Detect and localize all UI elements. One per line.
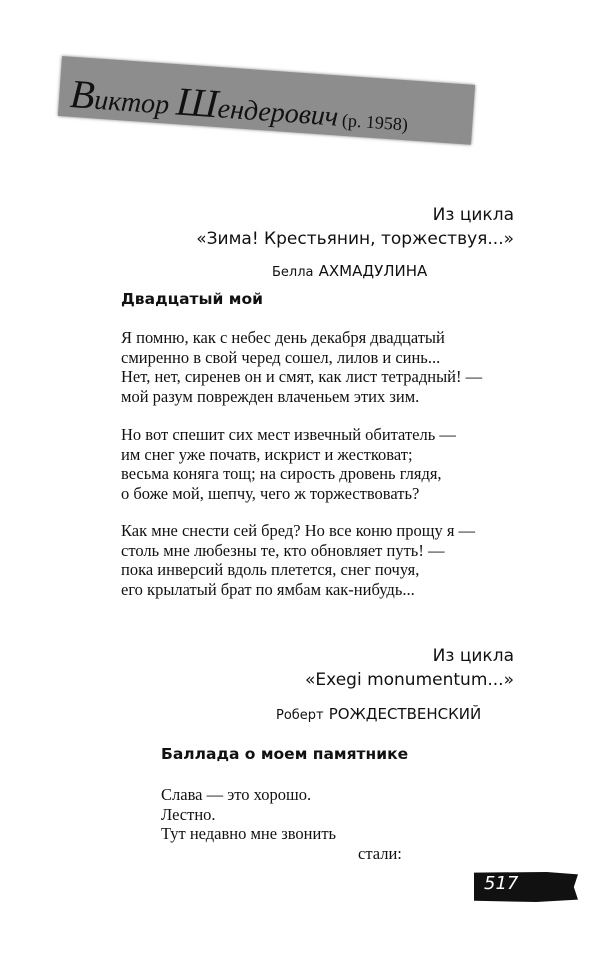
author-1: Белла АХМАДУЛИНА	[272, 262, 428, 280]
cycle-title-2: Из цикла «Exegi monumentum...»	[305, 646, 514, 690]
poem-title-1: Двадцатый мой	[121, 290, 263, 308]
stanza-3: Как мне снести сей бред? Но все коню прощу я — столь мне любезны те, кто обновляет путь! — пока инверсий вдоль плетется, снег почуя, его крылатый брат по ямбам как-нибудь...	[121, 521, 476, 599]
book-author-header: Виктор Шендерович (р. 1958)	[68, 70, 409, 135]
stanza-1: Я помню, как с небес день декабря двадцатый смиренно в свой черед сошел, лилов и синь... Нет, нет, сиренев он и смят, как лист тетрадный! — мой разум поврежден влаченьем этих зим.	[121, 328, 483, 406]
author-2: Роберт РОЖДЕСТВЕНСКИЙ	[276, 705, 482, 723]
stanza-4: Слава — это хорошо. Лестно. Тут недавно мне звонить стали:	[161, 785, 402, 863]
cycle-title-1: Из цикла «Зима! Крестьянин, торжествуя...»	[196, 205, 514, 249]
page-number: 517	[484, 873, 519, 894]
poem-title-2: Баллада о моем памятнике	[161, 745, 409, 763]
stanza-2: Но вот спешит сих мест извечный обитатель — им снег уже початв, искрист и жестковат; весьма коняга тощ; на сирость дровень глядя, о боже мой, шепчу, чего ж торжествовать?	[121, 425, 456, 503]
